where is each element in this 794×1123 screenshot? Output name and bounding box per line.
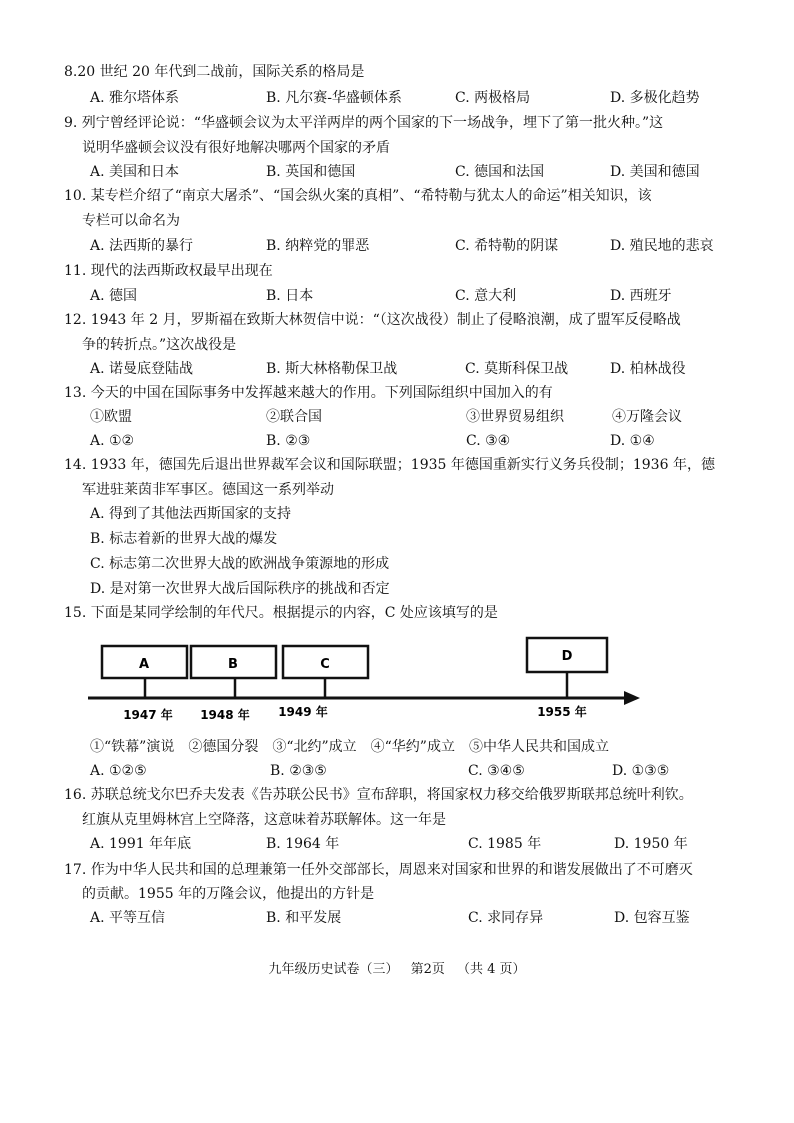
question-17-option-a[interactable]: A. 平等互信 (90, 910, 166, 926)
question-16-option-d[interactable]: D. 1950 年 (614, 836, 688, 852)
question-11-stem: 11. 现代的法西斯政权最早出现在 (64, 263, 273, 279)
question-15-items: ①“铁幕”演说 ②德国分裂 ③“北约”成立 ④“华约”成立 ⑤中华人民共和国成立 (90, 739, 609, 755)
question-8-option-d[interactable]: D. 多极化趋势 (610, 90, 700, 106)
question-13-item-1: ①欧盟 (90, 409, 132, 425)
question-13-option-c[interactable]: C. ③④ (466, 433, 511, 449)
question-13-item-3: ③世界贸易组织 (466, 409, 564, 425)
question-10-stem-line-1: 10. 某专栏介绍了“南京大屠杀”、“国会纵火案的真相”、“希特勒与犹太人的命运”相关知识，该 (64, 188, 652, 204)
question-8-option-c[interactable]: C. 两极格局 (455, 90, 531, 106)
question-17-option-b[interactable]: B. 和平发展 (266, 910, 342, 926)
question-16-stem-line-1: 16. 苏联总统戈尔巴乔夫发表《告苏联公民书》宣布辞职，将国家权力移交给俄罗斯联邦总统叶利钦。 (64, 787, 693, 803)
timeline-box-c-label: C (320, 657, 330, 672)
question-12-stem-line-1: 12. 1943 年 2 月，罗斯福在致斯大林贺信中说：“（这次战役）制止了侵略浪潮，成了盟军反侵略战 (64, 312, 681, 328)
question-13-item-2: ②联合国 (266, 409, 322, 425)
question-13-stem: 13. 今天的中国在国际事务中发挥越来越大的作用。下列国际组织中国加入的有 (64, 385, 553, 401)
timeline-arrow-head (624, 691, 640, 705)
footer-page-number: 第2页 (410, 962, 445, 977)
question-9-stem-line-2: 说明华盛顿会议没有很好地解决哪两个国家的矛盾 (82, 140, 390, 156)
question-17-stem-line-1: 17. 作为中华人民共和国的总理兼第一任外交部部长，周恩来对国家和世界的和谐发展做出了不可磨灭 (64, 862, 693, 878)
question-10-option-c[interactable]: C. 希特勒的阴谋 (455, 238, 559, 254)
question-14-option-c[interactable]: C. 标志第二次世界大战的欧洲战争策源地的形成 (90, 556, 390, 572)
question-12-stem-line-2: 争的转折点。”这次战役是 (82, 337, 237, 353)
footer-total-pages: （共 4 页） (457, 962, 526, 977)
timeline-year-1: 1947 年 (123, 708, 173, 722)
question-17-option-d[interactable]: D. 包容互鉴 (614, 910, 690, 926)
question-14-option-a[interactable]: A. 得到了其他法西斯国家的支持 (90, 506, 292, 522)
question-9-option-c[interactable]: C. 德国和法国 (455, 164, 545, 180)
question-16-option-a[interactable]: A. 1991 年年底 (90, 836, 192, 852)
timeline-box-b-label: B (228, 657, 238, 672)
question-15-stem: 15. 下面是某同学绘制的年代尺。根据提示的内容，C 处应该填写的是 (64, 605, 498, 621)
question-10-option-d[interactable]: D. 殖民地的悲哀 (610, 238, 714, 254)
timeline-box-d-label: D (561, 649, 573, 664)
question-11-option-c[interactable]: C. 意大利 (455, 288, 517, 304)
question-15-option-d[interactable]: D. ①③⑤ (612, 763, 670, 779)
timeline-year-4: 1955 年 (537, 705, 587, 719)
question-16-option-c[interactable]: C. 1985 年 (468, 836, 542, 852)
question-13-option-a[interactable]: A. ①② (90, 433, 135, 449)
timeline-year-2: 1948 年 (200, 708, 250, 722)
question-14-stem-line-2: 军进驻莱茵非军事区。德国这一系列举动 (82, 482, 334, 498)
timeline-box-a-label: A (138, 657, 150, 672)
question-15-option-c[interactable]: C. ③④⑤ (468, 763, 525, 779)
question-12-option-c[interactable]: C. 莫斯科保卫战 (465, 361, 569, 377)
question-14-option-d[interactable]: D. 是对第一次世界大战后国际秩序的挑战和否定 (90, 581, 390, 597)
question-15-option-a[interactable]: A. ①②⑤ (90, 763, 147, 779)
question-14-stem-line-1: 14. 1933 年，德国先后退出世界裁军会议和国际联盟；1935 年德国重新实行义务兵役制；1936 年，德 (64, 457, 715, 473)
question-9-option-d[interactable]: D. 美国和德国 (610, 164, 700, 180)
question-17-option-c[interactable]: C. 求同存异 (468, 910, 544, 926)
question-10-option-a[interactable]: A. 法西斯的暴行 (90, 238, 194, 254)
question-8-stem: 8.20 世纪 20 年代到二战前，国际关系的格局是 (64, 64, 365, 80)
question-11-option-d[interactable]: D. 西班牙 (610, 288, 672, 304)
question-8-option-a[interactable]: A. 雅尔塔体系 (90, 90, 180, 106)
question-9-option-b[interactable]: B. 英国和德国 (266, 164, 356, 180)
question-11-option-b[interactable]: B. 日本 (266, 288, 314, 304)
question-14-option-b[interactable]: B. 标志着新的世界大战的爆发 (90, 531, 278, 547)
question-8-option-b[interactable]: B. 凡尔赛-华盛顿体系 (266, 90, 402, 106)
question-10-option-b[interactable]: B. 纳粹党的罪恶 (266, 238, 370, 254)
question-13-option-d[interactable]: D. ①④ (610, 433, 655, 449)
question-17-stem-line-2: 的贡献。1955 年的万隆会议，他提出的方针是 (82, 886, 375, 902)
timeline-diagram (0, 630, 794, 730)
question-10-stem-line-2: 专栏可以命名为 (82, 213, 180, 229)
timeline-year-3: 1949 年 (278, 705, 328, 719)
question-11-option-a[interactable]: A. 德国 (90, 288, 138, 304)
question-16-stem-line-2: 红旗从克里姆林宫上空降落，这意味着苏联解体。这一年是 (82, 812, 446, 828)
footer-exam-title: 九年级历史试卷（三） (268, 962, 399, 977)
question-9-option-a[interactable]: A. 美国和日本 (90, 164, 180, 180)
question-15-option-b[interactable]: B. ②③⑤ (270, 763, 327, 779)
page-footer (0, 958, 794, 977)
question-13-option-b[interactable]: B. ②③ (266, 433, 311, 449)
question-13-item-4: ④万隆会议 (612, 409, 682, 425)
question-12-option-b[interactable]: B. 斯大林格勒保卫战 (266, 361, 398, 377)
question-12-option-d[interactable]: D. 柏林战役 (610, 361, 686, 377)
question-12-option-a[interactable]: A. 诺曼底登陆战 (90, 361, 194, 377)
question-9-stem-line-1: 9. 列宁曾经评论说：“华盛顿会议为太平洋两岸的两个国家的下一场战争，埋下了第一批火种。”这 (64, 115, 664, 131)
question-16-option-b[interactable]: B. 1964 年 (266, 836, 340, 852)
